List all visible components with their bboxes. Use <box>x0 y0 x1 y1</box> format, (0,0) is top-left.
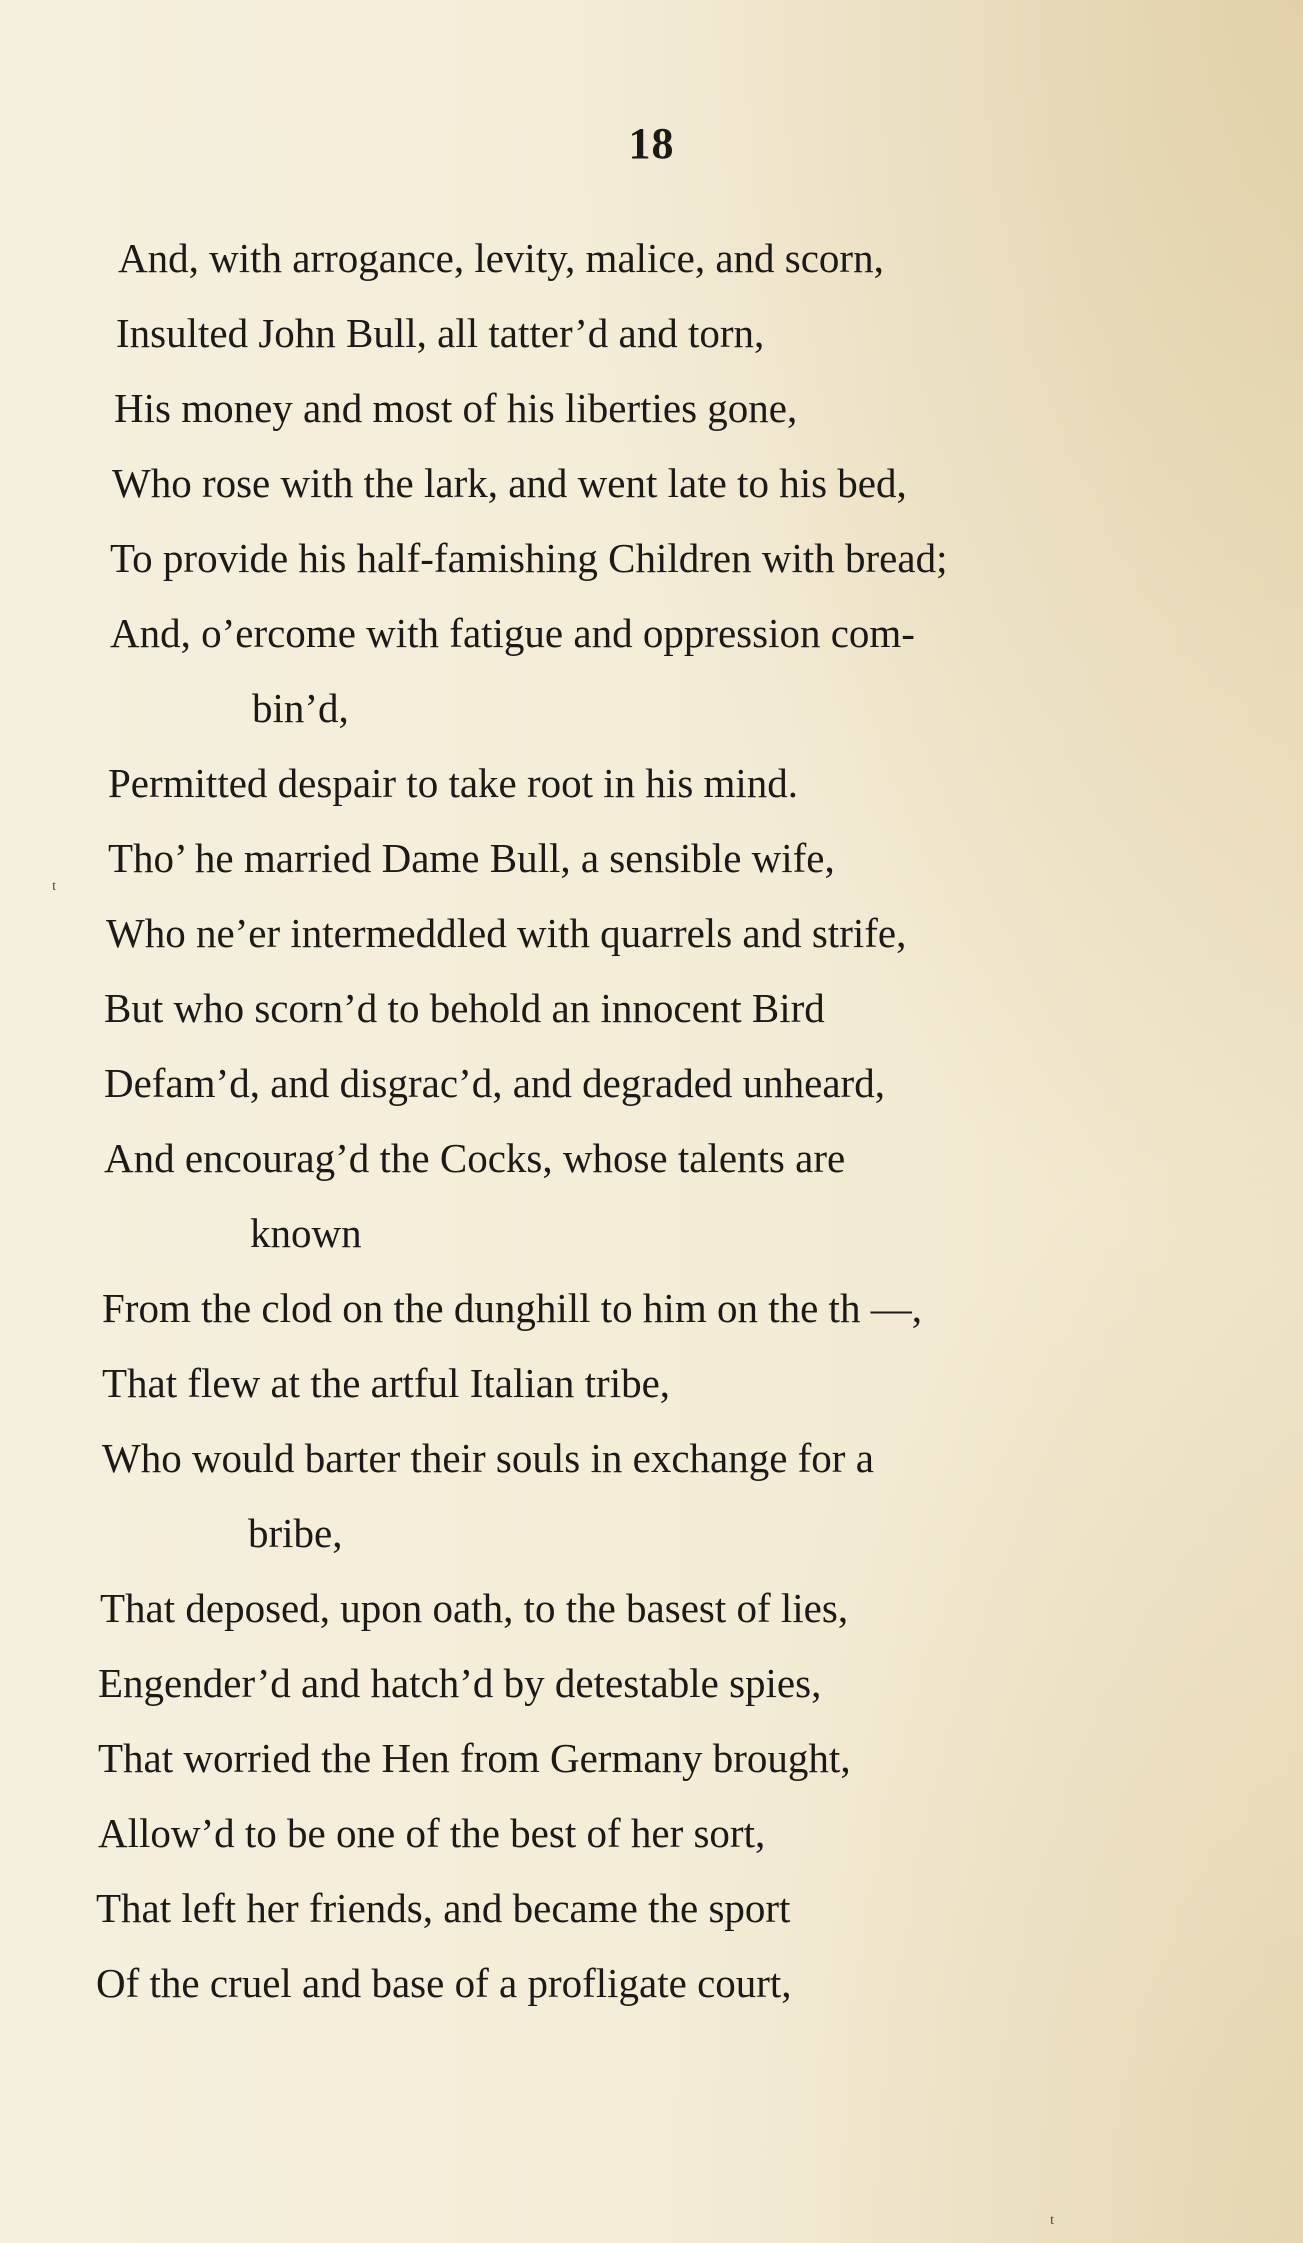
poem-line: To provide his half-famishing Children with bread; <box>110 535 948 581</box>
margin-mark: ᵗ <box>1050 2210 1055 2235</box>
poem-line: bribe, <box>248 1510 343 1556</box>
poem-line: From the clod on the dunghill to him on the th —, <box>102 1285 922 1331</box>
poem-line: Tho’ he married Dame Bull, a sensible wife, <box>108 835 835 881</box>
poem-line: bin’d, <box>252 685 349 731</box>
poem-line: And, with arrogance, levity, malice, and scorn, <box>118 235 884 281</box>
poem-line: That left her friends, and became the sport <box>96 1885 791 1931</box>
poem-line: Of the cruel and base of a profligate court, <box>96 1960 792 2006</box>
poem-line: Defam’d, and disgrac’d, and degraded unheard, <box>104 1060 885 1106</box>
poem-line: And, o’ercome with fatigue and oppression com- <box>110 610 915 656</box>
poem-line: That deposed, upon oath, to the basest of lies, <box>100 1585 849 1631</box>
margin-mark: ᵗ <box>52 876 57 901</box>
poem-line: Allow’d to be one of the best of her sort, <box>98 1810 766 1856</box>
poem-line: His money and most of his liberties gone, <box>114 385 798 431</box>
poem-line: That flew at the artful Italian tribe, <box>102 1360 671 1406</box>
poem-line: But who scorn’d to behold an innocent Bird <box>104 985 825 1031</box>
poem-line: Permitted despair to take root in his mind. <box>108 760 799 806</box>
poem-line: Who rose with the lark, and went late to his bed, <box>112 460 907 506</box>
poem-line: And encourag’d the Cocks, whose talents are <box>104 1135 846 1181</box>
poem-line: Who would barter their souls in exchange for a <box>102 1435 874 1481</box>
page-number: 18 <box>628 119 675 168</box>
poem-line: Engender’d and hatch’d by detestable spies, <box>98 1660 822 1706</box>
poem-line: Who ne’er intermeddled with quarrels and strife, <box>106 910 907 956</box>
poem-line: Insulted John Bull, all tatter’d and torn, <box>116 310 765 356</box>
poem-line: known <box>250 1210 362 1256</box>
poem-line: That worried the Hen from Germany brought, <box>98 1735 851 1781</box>
